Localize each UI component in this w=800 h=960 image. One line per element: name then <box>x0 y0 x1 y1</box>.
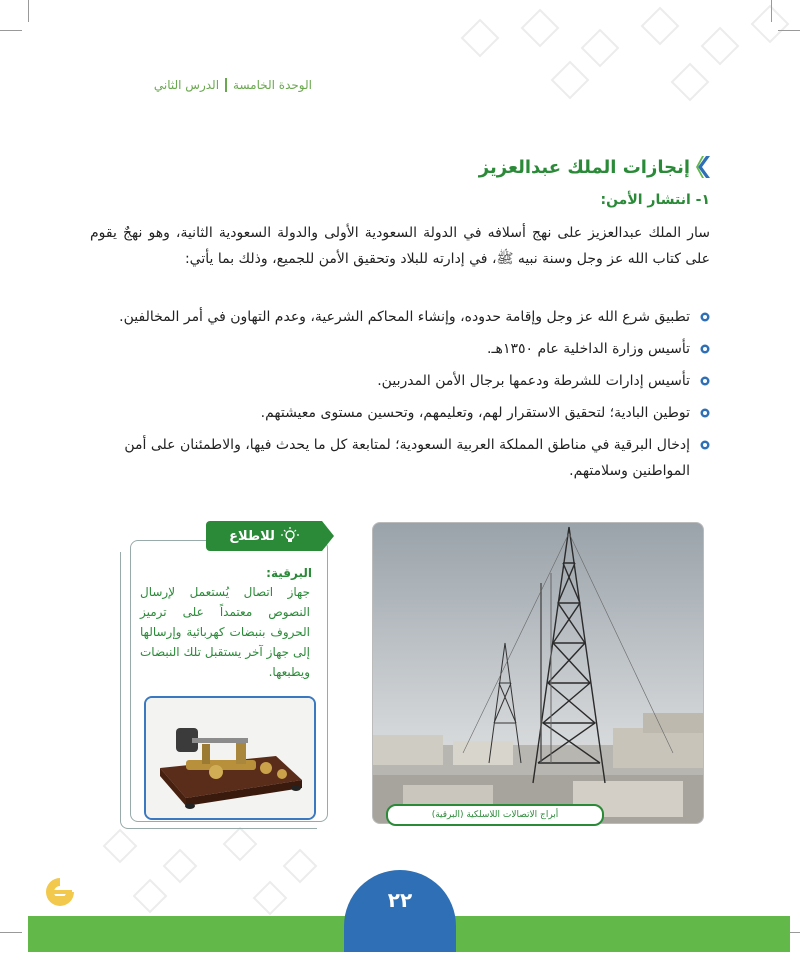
radio-towers-photo <box>372 522 704 824</box>
info-badge <box>206 521 322 551</box>
achievements-list <box>90 304 710 490</box>
list-item-text: تأسيس إدارات للشرطة ودعمها برجال الأمن المدربين. <box>377 373 690 389</box>
list-item <box>90 400 710 426</box>
bullet-icon <box>700 408 710 418</box>
bullet-icon <box>700 440 710 450</box>
intro-paragraph: سار الملك عبدالعزيز على نهج أسلافه في الدولة السعودية الأولى والدولة السعودية الثانية، وهو نهجٌ يقوم على كتاب الله عز وجل وسنة نبيه ﷺ، في إدارته للبلاد وتحقيق الأمن للجميع، وذلك بما يأتي: <box>90 225 710 267</box>
section-title <box>479 156 710 178</box>
bullet-icon <box>700 344 710 354</box>
info-definition: جهاز اتصال يُستعمل لإرسال النصوص معتمداً على ترميز الحروف بنبضات كهربائية وإرسالها إلى جهاز آخر يستقبل تلك النبضات ويطبعها. <box>140 585 310 679</box>
list-item <box>90 336 710 362</box>
list-item <box>90 368 710 394</box>
breadcrumb-separator <box>225 78 227 92</box>
crop-mark <box>0 932 22 933</box>
bullet-icon <box>700 376 710 386</box>
publisher-logo-icon <box>40 872 80 912</box>
bullet-icon <box>700 312 710 322</box>
telegraph-device-photo <box>144 696 316 820</box>
list-item-text: تطبيق شرع الله عز وجل وإقامة حدوده، وإنشاء المحاكم الشرعية، وعدم التهاون في أمر المخالفين. <box>119 309 690 325</box>
crop-mark <box>28 0 29 22</box>
info-term: البرقية: <box>266 566 312 580</box>
list-item <box>90 432 710 484</box>
list-item-text: توطين البادية؛ لتحقيق الاستقرار لهم، وتعليمهم، وتحسين مستوى معيشتهم. <box>260 405 690 421</box>
subsection-title: ١- انتشار الأمن: <box>600 192 710 208</box>
page-number: ٢٢ <box>344 870 456 952</box>
section-title-text: إنجازات الملك عبدالعزيز <box>478 156 690 178</box>
list-item-text: تأسيس وزارة الداخلية عام ١٣٥٠هـ. <box>487 341 690 357</box>
crop-mark <box>0 30 22 31</box>
crop-mark <box>778 30 800 31</box>
breadcrumb-unit: الوحدة الخامسة <box>233 78 312 92</box>
list-item <box>90 304 710 330</box>
list-item-text: إدخال البرقية في مناطق المملكة العربية السعودية؛ لمتابعة كل ما يحدث فيها، والاطمئنان على أمن المواطنين وسلامتهم. <box>124 437 690 479</box>
decorative-pattern-top <box>440 0 800 110</box>
breadcrumb-lesson: الدرس الثاني <box>153 78 220 92</box>
crop-mark <box>771 0 772 22</box>
breadcrumb <box>112 78 312 92</box>
photo-caption: أبراج الاتصالات اللاسلكية (البرقية) <box>386 804 604 826</box>
radio-towers-illustration <box>373 523 703 823</box>
info-badge-label: للاطلاع <box>229 528 275 544</box>
lightbulb-icon <box>281 527 299 545</box>
telegraph-key-illustration <box>146 698 314 818</box>
title-marker-icon <box>696 156 710 178</box>
